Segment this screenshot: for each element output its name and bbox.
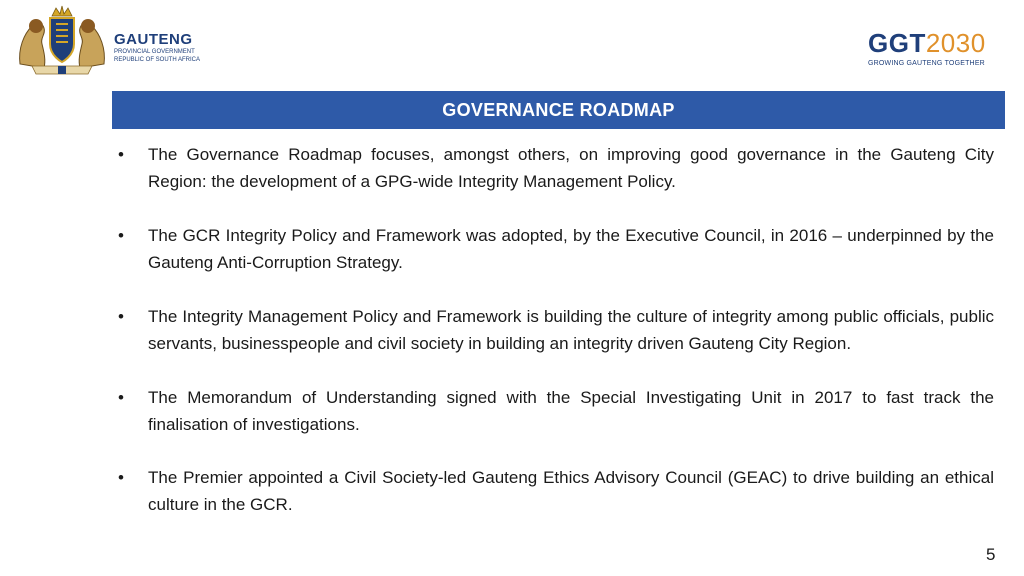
list-item xyxy=(117,223,994,276)
title-banner xyxy=(112,91,1005,129)
bullet-text: The Memorandum of Understanding signed with the Special Investigating Unit in 2017 to fast track the finalisation of investigations. xyxy=(148,388,994,434)
bullet-marker: • xyxy=(118,307,124,326)
gauteng-logo xyxy=(14,4,224,76)
list-item xyxy=(117,304,994,357)
list-item xyxy=(117,465,994,518)
bullet-text: The Governance Roadmap focuses, amongst others, on improving good governance in the Gauteng City Region: the development of a GPG-wide Integrity Management Policy. xyxy=(148,145,994,191)
page-number: 5 xyxy=(986,545,996,564)
bullet-list xyxy=(117,142,994,546)
list-item xyxy=(117,385,994,438)
bullet-text: The Integrity Management Policy and Framework is building the culture of integrity among public officials, public servants, businesspeople and civil society in building an integrity driven Gauteng City Region. xyxy=(148,307,994,353)
bullet-text: The GCR Integrity Policy and Framework was adopted, by the Executive Council, in 2016 – underpinned by the Gauteng Anti-Corruption Strategy. xyxy=(148,226,994,272)
ggt-right-text: 2030 xyxy=(925,28,986,58)
bullet-text: The Premier appointed a Civil Society-led Gauteng Ethics Advisory Council (GEAC) to drive building an ethical culture in the GCR. xyxy=(148,468,994,514)
org-name: GAUTENG xyxy=(114,31,193,48)
bullet-marker: • xyxy=(118,388,124,407)
ggt-tagline: GROWING GAUTENG TOGETHER xyxy=(868,60,985,67)
ggt2030-logo xyxy=(868,30,1008,70)
bullet-marker: • xyxy=(118,468,124,487)
org-sub-line1: PROVINCIAL GOVERNMENT xyxy=(114,49,195,55)
slide-title: GOVERNANCE ROADMAP xyxy=(442,99,675,120)
bullet-marker: • xyxy=(118,145,124,164)
org-sub-line2: REPUBLIC OF SOUTH AFRICA xyxy=(114,57,201,63)
list-item xyxy=(117,142,994,195)
coat-of-arms-icon xyxy=(14,4,110,76)
bullet-marker: • xyxy=(118,226,124,245)
ggt-left-text: GGT xyxy=(868,28,926,58)
